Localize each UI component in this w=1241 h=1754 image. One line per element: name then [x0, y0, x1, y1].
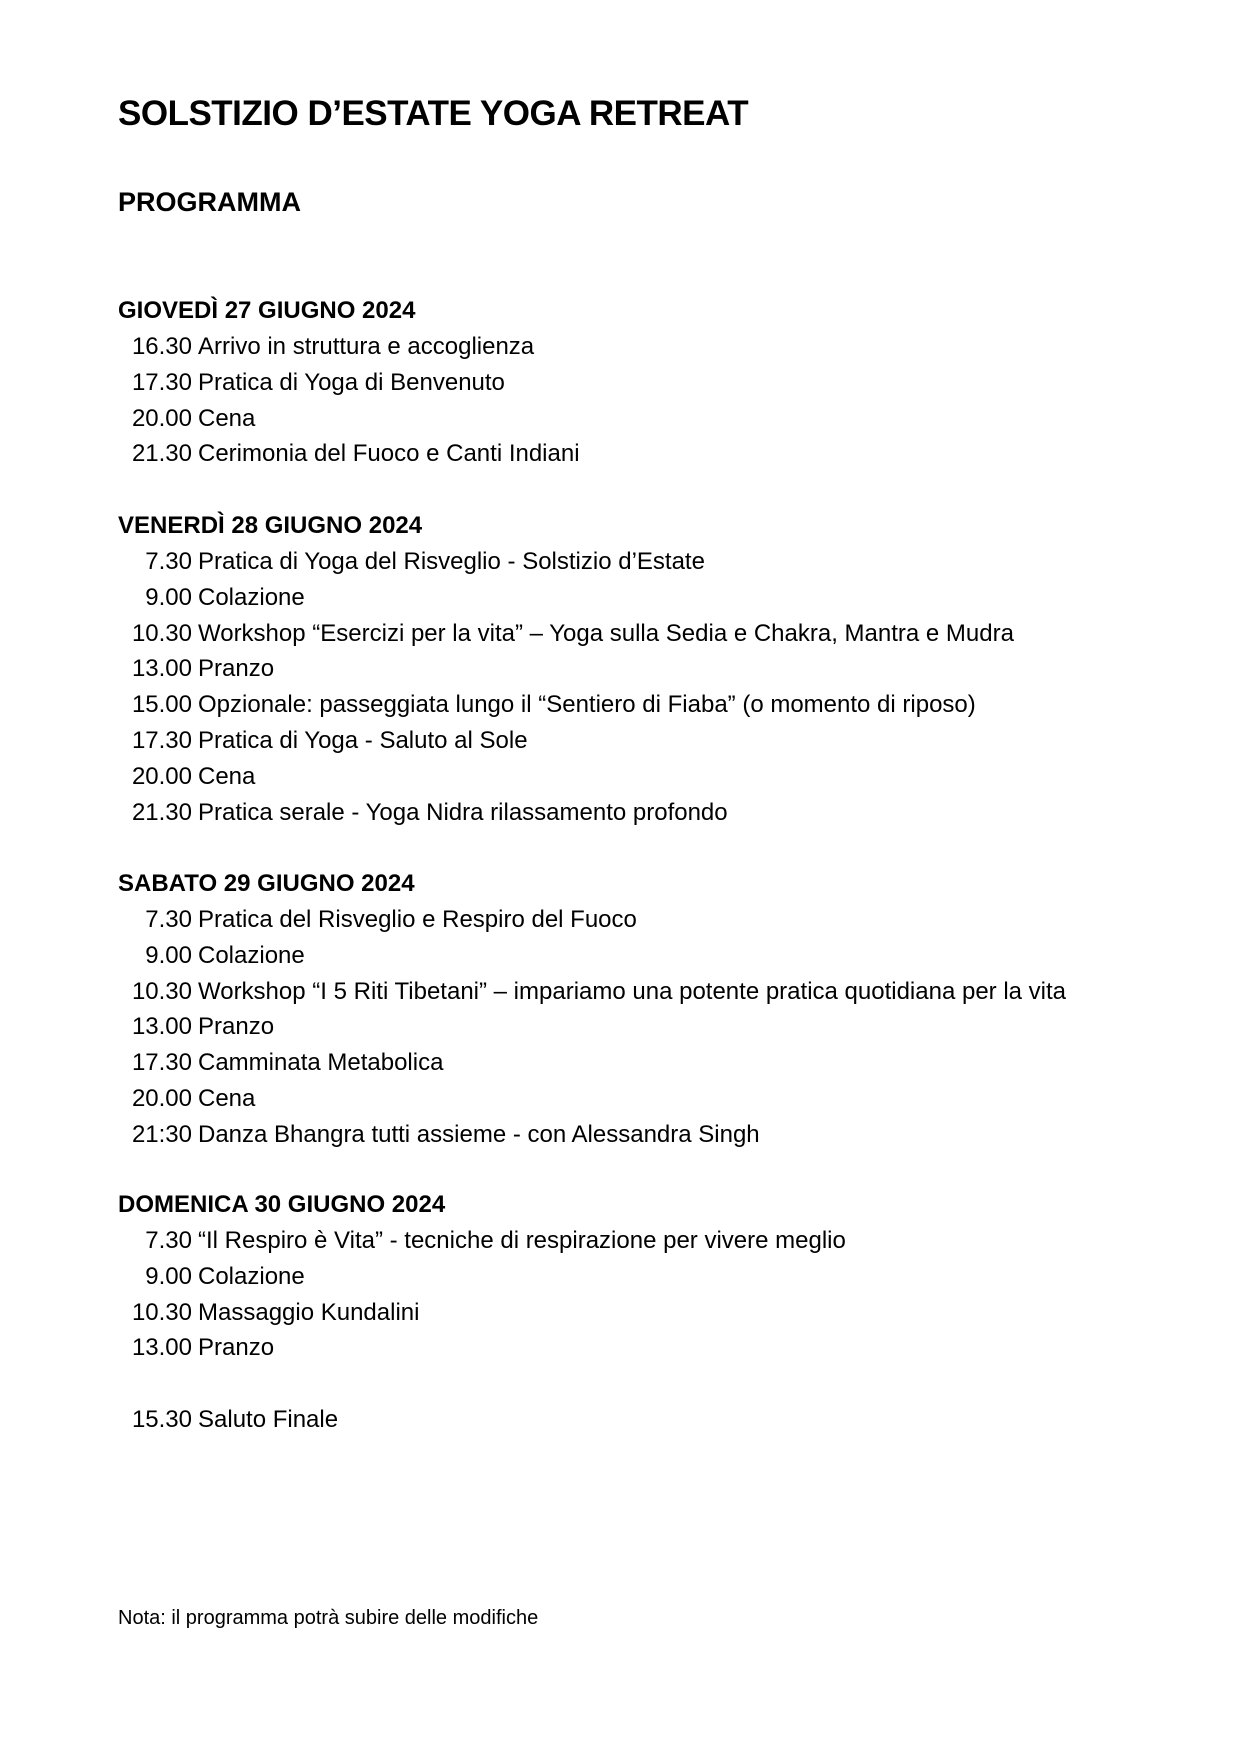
- schedule-entry: [118, 1081, 1218, 1117]
- entry-activity: Pranzo: [198, 1334, 275, 1362]
- day-heading: SABATO 29 GIUGNO 2024: [118, 870, 415, 897]
- entry-time: 20.00: [131, 1084, 192, 1112]
- schedule-entry: [118, 1009, 1218, 1045]
- entry-activity: Saluto Finale: [198, 1405, 339, 1433]
- entry-time: 13.00: [131, 655, 192, 683]
- entry-activity: Pratica del Risveglio e Respiro del Fuoco: [198, 906, 637, 933]
- day-heading: VENERDÌ 28 GIUGNO 2024: [118, 512, 423, 539]
- entry-time: 21.30: [131, 798, 192, 826]
- entry-activity: Cena: [198, 762, 256, 790]
- schedule-entry: [118, 974, 1218, 1010]
- entry-activity: Colazione: [198, 941, 305, 969]
- entry-activity: Pratica serale - Yoga Nidra rilassamento profondo: [198, 798, 728, 826]
- schedule-entry: [118, 401, 1218, 437]
- footnote: Nota: il programma potrà subire delle modifiche: [118, 1607, 539, 1629]
- entry-time: 17.30: [131, 1049, 192, 1077]
- entry-time: 7.30: [145, 548, 192, 575]
- schedule-entry: [118, 365, 1218, 401]
- entry-time: 20.00: [131, 762, 192, 790]
- entry-activity: Colazione: [198, 1262, 305, 1290]
- day-section-giovedi: [118, 293, 1218, 472]
- entry-activity: Pranzo: [198, 1013, 275, 1041]
- entry-time: 10.30: [131, 977, 192, 1005]
- schedule-entry: [118, 1330, 1218, 1366]
- entry-activity: Arrivo in struttura e accoglienza: [198, 333, 535, 360]
- entry-activity: Workshop “Esercizi per la vita” – Yoga sulla Sedia e Chakra, Mantra e Mudra: [198, 619, 1014, 647]
- entry-time: 7.30: [145, 906, 192, 933]
- entry-time: 16.30: [131, 333, 192, 360]
- schedule-entry: [118, 1402, 1218, 1438]
- entry-activity: Pranzo: [198, 655, 275, 683]
- entry-time: 15.00: [131, 691, 192, 719]
- document-subtitle: PROGRAMMA: [118, 187, 301, 217]
- schedule-entry: [118, 795, 1218, 831]
- entry-time: 9.00: [145, 1262, 192, 1290]
- entry-time: 9.00: [145, 583, 192, 611]
- entry-activity: Massaggio Kundalini: [198, 1298, 420, 1326]
- entry-time: 13.00: [131, 1334, 192, 1362]
- schedule-entry: [118, 436, 1218, 472]
- day-heading: GIOVEDÌ 27 GIUGNO 2024: [118, 297, 416, 324]
- day-section-domenica: [118, 1187, 1218, 1438]
- entry-time: 13.00: [131, 1013, 192, 1041]
- schedule-entry: [118, 938, 1218, 974]
- document-title: SOLSTIZIO D’ESTATE YOGA RETREAT: [118, 94, 749, 133]
- schedule-entry: [118, 902, 1218, 938]
- schedule-entry: [118, 723, 1218, 759]
- entry-activity: Cerimonia del Fuoco e Canti Indiani: [198, 440, 580, 468]
- schedule-entry: [118, 687, 1218, 723]
- entry-activity: Cena: [198, 404, 256, 432]
- entry-time: 17.30: [131, 726, 192, 754]
- entry-time: 10.30: [131, 1298, 192, 1326]
- entry-activity: Camminata Metabolica: [198, 1049, 444, 1077]
- entry-activity: Pratica di Yoga del Risveglio - Solstizio d’Estate: [198, 548, 705, 575]
- entry-time: 9.00: [145, 941, 192, 969]
- schedule-entry: [118, 1295, 1218, 1331]
- day-heading: DOMENICA 30 GIUGNO 2024: [118, 1191, 446, 1218]
- schedule-entry: [118, 329, 1218, 365]
- schedule-entry: [118, 651, 1218, 687]
- entry-time: 7.30: [145, 1227, 192, 1254]
- schedule-entry: [118, 1045, 1218, 1081]
- schedule-entry: [118, 759, 1218, 795]
- schedule-entry: [118, 544, 1218, 580]
- entry-activity: Pratica di Yoga di Benvenuto: [198, 368, 505, 396]
- schedule-entry: [118, 1259, 1218, 1295]
- entry-time: 21.30: [131, 440, 192, 468]
- day-section-sabato: [118, 866, 1218, 1153]
- entry-activity: Danza Bhangra tutti assieme - con Alessandra Singh: [198, 1120, 760, 1148]
- entry-activity: Opzionale: passeggiata lungo il “Sentiero di Fiaba” (o momento di riposo): [198, 691, 976, 719]
- entry-activity: Cena: [198, 1084, 256, 1112]
- entry-time: 17.30: [131, 368, 192, 396]
- entry-activity: Pratica di Yoga - Saluto al Sole: [198, 726, 528, 754]
- entry-activity: “Il Respiro è Vita” - tecniche di respirazione per vivere meglio: [198, 1227, 846, 1254]
- entry-time: 10.30: [131, 619, 192, 647]
- schedule-entry: [118, 616, 1218, 652]
- entry-time: 20.00: [131, 404, 192, 432]
- entry-time: 15.30: [131, 1405, 192, 1433]
- schedule-entry: [118, 1117, 1218, 1153]
- entry-activity: Colazione: [198, 583, 305, 611]
- entry-time: 21:30: [131, 1120, 192, 1148]
- schedule-entry: [118, 1223, 1218, 1259]
- entry-activity: Workshop “I 5 Riti Tibetani” – impariamo una potente pratica quotidiana per la vita: [198, 977, 1067, 1005]
- schedule-entry: [118, 580, 1218, 616]
- day-section-venerdi: [118, 508, 1218, 830]
